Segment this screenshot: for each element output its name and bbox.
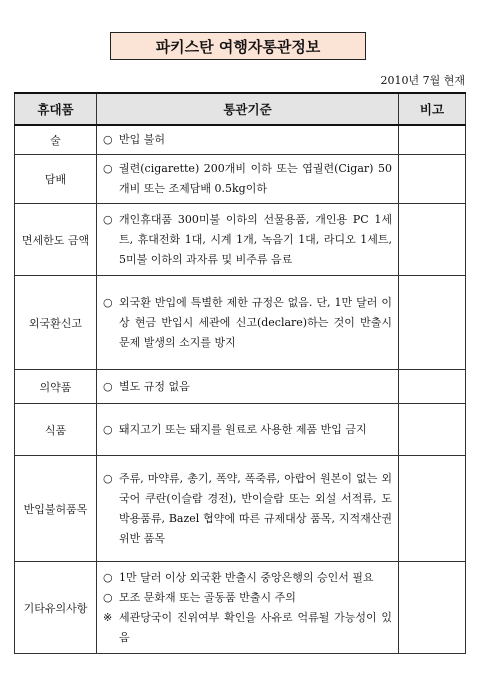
- row-category: 면세한도 금액: [15, 204, 97, 276]
- table-row: [15, 562, 466, 654]
- table-row: [15, 370, 466, 404]
- row-category: 담배: [15, 155, 97, 204]
- circle-bullet-icon: ○: [103, 471, 113, 485]
- standard-text: 반입 불허: [119, 133, 166, 146]
- row-standard: [97, 276, 399, 370]
- table-header-row: [15, 93, 466, 125]
- circle-bullet-icon: ○: [103, 570, 113, 584]
- standard-line: [103, 210, 392, 270]
- circle-bullet-icon: ○: [103, 590, 113, 604]
- standard-text: 세관당국이 진위여부 확인을 사유로 억류될 가능성이 있음: [119, 610, 392, 644]
- row-note: [399, 125, 466, 155]
- header-standard: 통관기준: [97, 93, 399, 125]
- row-standard: [97, 204, 399, 276]
- date-label: 2010년 7월 현재: [380, 74, 465, 87]
- standard-text: 외국환 반입에 특별한 제한 규정은 없음. 단, 1만 달러 이상 현금 반입시 세관에 신고(declare)하는 것이 반출시 문제 발생의 소지를 방지: [119, 295, 392, 349]
- row-category: 식품: [15, 404, 97, 456]
- row-category: 외국환신고: [15, 276, 97, 370]
- row-note: [399, 456, 466, 562]
- table-row: [15, 125, 466, 155]
- standard-text: 주류, 마약류, 총기, 폭약, 폭죽류, 아랍어 원본이 없는 외국어 쿠란(이슬람 경전), 반이슬람 또는 외설 서적류, 도박용품류, Bazel 협약에 따른 규제대상 품목, 지적재산권 위반 품목: [119, 471, 392, 545]
- row-standard: [97, 404, 399, 456]
- circle-bullet-icon: ○: [103, 162, 113, 175]
- standard-line: [103, 159, 392, 199]
- standard-text: 별도 규정 없음: [119, 379, 190, 393]
- circle-bullet-icon: ○: [103, 212, 113, 226]
- row-note: [399, 370, 466, 404]
- standard-line: [103, 130, 392, 150]
- row-note: [399, 404, 466, 456]
- row-note: [399, 562, 466, 654]
- row-category: 반입불허품목: [15, 456, 97, 562]
- standard-line: [103, 568, 392, 588]
- table-row: [15, 456, 466, 562]
- page-title: 파키스탄 여행자통관정보: [110, 32, 366, 60]
- table-row: [15, 276, 466, 370]
- standard-line: [103, 588, 392, 608]
- standard-text: 궐련(cigarette) 200개비 이하 또는 엽궐련(Cigar) 50개비 또는 조제담배 0.5kg이하: [119, 162, 392, 195]
- row-standard: [97, 562, 399, 654]
- row-standard: [97, 456, 399, 562]
- standard-text: 1만 달러 이상 외국환 반출시 중앙은행의 승인서 필요: [119, 570, 374, 584]
- header-note: 비고: [399, 93, 466, 125]
- standard-line: [103, 420, 392, 440]
- row-note: [399, 155, 466, 204]
- circle-bullet-icon: ○: [103, 133, 113, 146]
- row-category: 술: [15, 125, 97, 155]
- standard-text: 돼지고기 또는 돼지를 원료로 사용한 제품 반입 금지: [119, 422, 367, 436]
- standard-line: [103, 293, 392, 353]
- row-standard: [97, 155, 399, 204]
- row-category: 기타유의사항: [15, 562, 97, 654]
- circle-bullet-icon: ○: [103, 422, 113, 436]
- standard-text: 개인휴대품 300미불 이하의 선물용품, 개인용 PC 1세트, 휴대전화 1대, 시계 1개, 녹음기 1대, 라디오 1세트, 5미불 이하의 과자류 및 비주류 음료: [119, 212, 392, 266]
- standard-line: [103, 608, 392, 648]
- row-note: [399, 204, 466, 276]
- standard-text: 모조 문화재 또는 골동품 반출시 주의: [119, 590, 296, 604]
- row-standard: [97, 125, 399, 155]
- reference-mark-icon: ※: [103, 610, 113, 624]
- circle-bullet-icon: ○: [103, 379, 113, 393]
- circle-bullet-icon: ○: [103, 295, 113, 309]
- table-row: [15, 404, 466, 456]
- standard-line: [103, 377, 392, 397]
- row-category: 의약품: [15, 370, 97, 404]
- standard-line: [103, 469, 392, 549]
- table-row: [15, 204, 466, 276]
- row-standard: [97, 370, 399, 404]
- row-note: [399, 276, 466, 370]
- table-row: [15, 155, 466, 204]
- customs-table: [14, 92, 466, 654]
- header-category: 휴대품: [15, 93, 97, 125]
